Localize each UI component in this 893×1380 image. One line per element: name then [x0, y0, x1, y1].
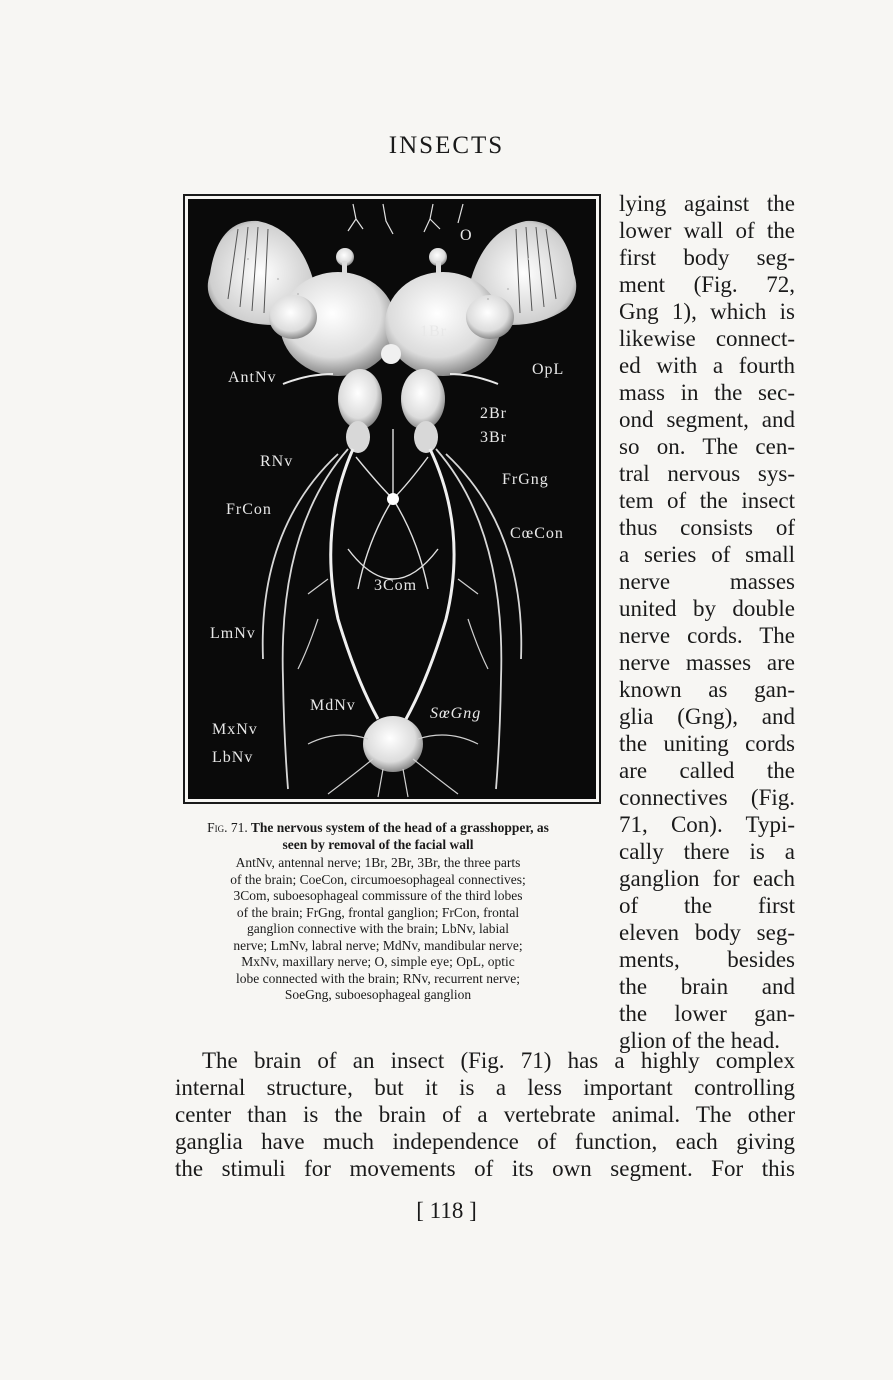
caption-title — [202, 820, 554, 853]
text-line: a series of small — [619, 542, 795, 567]
nervous-system-illustration — [188, 199, 596, 799]
text-line: glion of the head. — [619, 1028, 780, 1053]
caption-key-line: ganglion connective with the brain; LbNv, labial — [247, 921, 509, 936]
text-line: tral nervous sys- — [619, 461, 795, 486]
text-line: nerve masses are — [619, 650, 795, 675]
label-antnv: AntNv — [228, 369, 277, 386]
text-line: Gng 1), which is — [619, 299, 795, 324]
label-2br: 2Br — [480, 405, 507, 422]
text-line: ganglia have much independence of function, each giving — [175, 1129, 795, 1154]
label-soegng: SœGng — [430, 705, 482, 722]
text-line: likewise connect- — [619, 326, 795, 351]
text-line: mass in the sec- — [619, 380, 795, 405]
figure-frame — [183, 194, 601, 804]
caption-key-line: SoeGng, suboesophageal ganglion — [284, 987, 472, 1002]
caption-key-line: of the brain; FrGng, frontal ganglion; FrCon, frontal — [236, 904, 520, 920]
running-head: INSECTS — [388, 132, 505, 159]
figure-caption — [202, 820, 554, 1004]
caption-key-line: MxNv, maxillary nerve; O, simple eye; OpL, optic — [241, 954, 515, 969]
text-line: known as gan- — [619, 677, 795, 702]
brain-drawing — [188, 199, 596, 799]
text-line: lower wall of the — [619, 218, 795, 243]
label-3com: 3Com — [374, 577, 418, 594]
text-line: ment (Fig. 72, — [619, 272, 795, 297]
text-line: first body seg- — [619, 245, 795, 270]
text-line: are called the — [619, 758, 795, 783]
text-line: lying against the — [619, 191, 795, 216]
text-line: connectives (Fig. — [619, 785, 795, 810]
label-mxnv: MxNv — [212, 721, 258, 738]
text-line: ments, besides — [619, 947, 795, 972]
text-line: the stimuli for movements of its own segment. For this — [175, 1156, 795, 1181]
label-coecon: CœCon — [510, 525, 564, 542]
text-line: 71, Con). Typi- — [619, 812, 795, 837]
text-line: The brain of an insect (Fig. 71) has a highly complex — [202, 1048, 795, 1073]
text-line: tem of the insect — [619, 488, 795, 513]
text-line: ganglion for each — [619, 866, 795, 891]
label-opl: OpL — [532, 361, 565, 378]
caption-key-line: lobe connected with the brain; RNv, recurrent nerve; — [235, 970, 520, 986]
caption-key-line: AntNv, antennal nerve; 1Br, 2Br, 3Br, the three parts — [235, 855, 521, 870]
text-line: the uniting cords — [619, 731, 795, 756]
body-text — [175, 1047, 795, 1182]
text-line: nerve cords. The — [619, 623, 795, 648]
label-frcon: FrCon — [226, 501, 272, 518]
text-line: internal structure, but it is a less important controlling — [175, 1075, 795, 1100]
caption-title-text: The nervous system of the head of a grasshopper, as seen by removal of the facial wall — [250, 820, 549, 852]
label-lmnv: LmNv — [210, 625, 256, 642]
label-mdnv: MdNv — [310, 697, 356, 714]
caption-key-line: 3Com, suboesophageal commissure of the third lobes — [233, 888, 523, 903]
text-line: ond segment, and — [619, 407, 795, 432]
text-line: glia (Gng), and — [619, 704, 795, 729]
label-frgng: FrGng — [502, 471, 549, 488]
right-column-text — [619, 190, 795, 1054]
text-line: the lower gan- — [619, 1001, 795, 1026]
caption-key — [202, 855, 554, 1004]
text-line: eleven body seg- — [619, 920, 795, 945]
text-line: the brain and — [619, 974, 795, 999]
label-1br: 1Br — [420, 323, 447, 340]
text-line: so on. The cen- — [619, 434, 795, 459]
label-o: O — [460, 227, 473, 244]
text-line: united by double — [619, 596, 795, 621]
label-lbnv: LbNv — [212, 749, 254, 766]
label-rnv: RNv — [260, 453, 294, 470]
text-line: nerve masses — [619, 569, 795, 594]
caption-key-line: of the brain; CoeCon, circumoesophageal connectives; — [230, 871, 526, 887]
page-number: [ 118 ] — [416, 1198, 477, 1223]
text-line: cally there is a — [619, 839, 795, 864]
text-line: ed with a fourth — [619, 353, 795, 378]
caption-key-line: nerve; LmNv, labral nerve; MdNv, mandibular nerve; — [233, 937, 523, 953]
text-line: center than is the brain of a vertebrate animal. The other — [175, 1102, 795, 1127]
caption-figure-number: Fig. 71. — [207, 820, 248, 835]
text-line: thus consists of — [619, 515, 795, 540]
text-line: of the first — [619, 893, 795, 918]
label-3br: 3Br — [480, 429, 507, 446]
